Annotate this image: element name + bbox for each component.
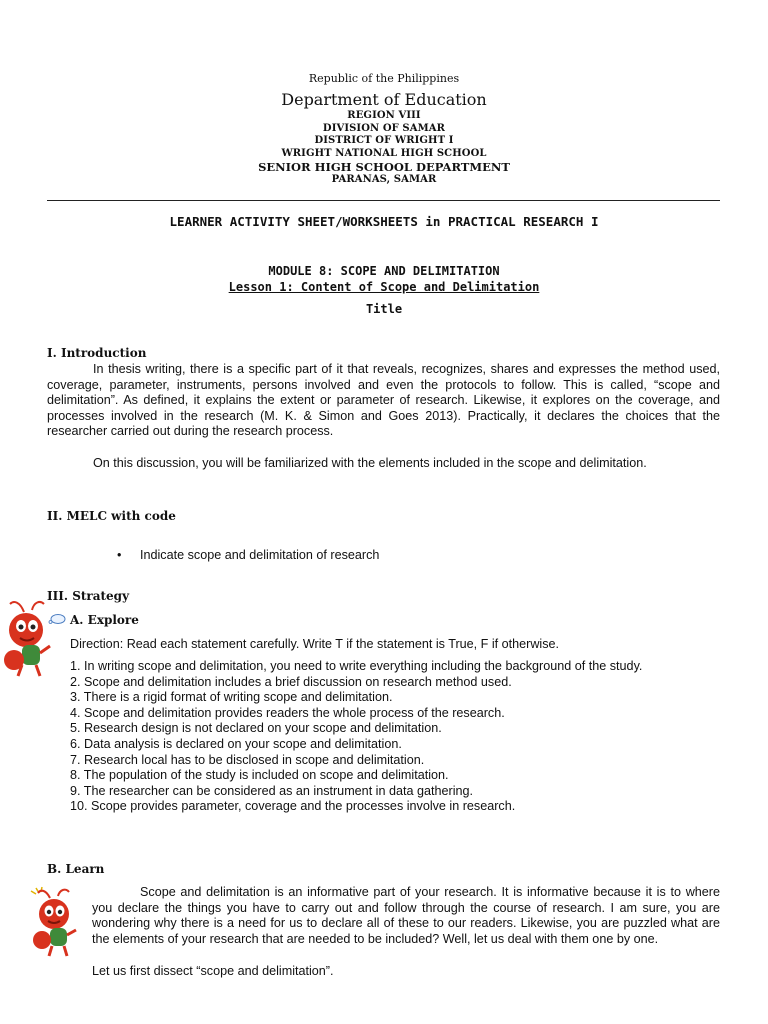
thought-bubble-icon — [48, 613, 66, 625]
list-item: 1. In writing scope and delimitation, you need to write everything including the background of the study. — [70, 659, 643, 673]
school-line: WRIGHT NATIONAL HIGH SCHOOL — [281, 147, 487, 159]
explore-item-list — [70, 659, 720, 815]
strategy-heading: III. Strategy — [47, 589, 130, 603]
division-line: DIVISION OF SAMAR — [322, 122, 446, 134]
list-item: 3. There is a rigid format of writing scope and delimitation. — [70, 690, 393, 705]
explore-direction: Direction: Read each statement carefully. Write T if the statement is True, F if otherwise. — [70, 637, 560, 651]
department-title: Department of Education — [281, 90, 487, 109]
introduction-paragraph-1: In thesis writing, there is a specific part of it that reveals, recognizes, shares and expresses the method used, coverage, parameter, instruments, persons involved and even the protocols to follow. This is called, “scope and delimitation”. As defined, it explains the extent or parameter of research. Likewise, it explores on the coverage, and processes involved in the research (M. K. & Simon and Goes 2013). Practically, it declares the choices that the researcher carried out during the research process. — [47, 362, 720, 439]
shs-department-line: SENIOR HIGH SCHOOL DEPARTMENT — [258, 160, 510, 174]
list-item: 6. Data analysis is declared on your scope and delimitation. — [70, 736, 402, 751]
region-line: REGION VIII — [347, 110, 421, 121]
list-item: 9. The researcher can be considered as an instrument in data gathering. — [70, 783, 474, 798]
republic-line: Republic of the Philippines — [308, 72, 460, 85]
melc-heading: II. MELC with code — [47, 509, 176, 523]
title-label: Title — [365, 302, 403, 316]
module-title: MODULE 8: SCOPE AND DELIMITATION — [268, 264, 500, 278]
location-line: PARANAS, SAMAR — [331, 174, 437, 185]
list-item: 5. Research design is not declared on your scope and delimitation. — [70, 721, 442, 736]
list-item: 8. The population of the study is included on scope and delimitation. — [70, 768, 449, 783]
header-divider — [47, 200, 720, 201]
learn-paragraph-2: Let us first dissect “scope and delimitation”. — [92, 964, 334, 978]
lesson-title: Lesson 1: Content of Scope and Delimitation — [228, 280, 540, 294]
introduction-heading: I. Introduction — [47, 346, 147, 360]
list-item: 7. Research local has to be disclosed in scope and delimitation. — [70, 752, 425, 767]
melc-bullet-dot: • — [117, 548, 122, 562]
learn-heading: B. Learn — [47, 862, 105, 876]
explore-heading: A. Explore — [70, 613, 139, 627]
list-item: 10. Scope provides parameter, coverage and the processes involve in research. — [70, 799, 516, 814]
ant-mascot-explore-icon — [0, 598, 68, 680]
list-item: 4. Scope and delimitation provides readers the whole process of the research. — [70, 705, 505, 720]
learn-paragraph-1: Scope and delimitation is an informative part of your research. It is informative because it is to where you declare the things you have to carry out and follow through the course of research. I am sure, you are wondering why there is a need for us to declare all of these to our readers. Likewise, you are puzzled what are the elements of your research that are needed to be included? Well, let us deal with them one by one. — [92, 885, 720, 946]
district-line: DISTRICT OF WRIGHT I — [314, 135, 454, 146]
introduction-paragraph-2: On this discussion, you will be familiarized with the elements included in the scope and delimitation. — [93, 456, 647, 470]
list-item: 2. Scope and delimitation includes a brief discussion on research method used. — [70, 674, 512, 689]
ant-mascot-learn-icon — [28, 886, 90, 958]
sheet-title: LEARNER ACTIVITY SHEET/WORKSHEETS in PRACTICAL RESEARCH I — [169, 214, 599, 229]
melc-bullet-text: Indicate scope and delimitation of research — [140, 548, 380, 562]
